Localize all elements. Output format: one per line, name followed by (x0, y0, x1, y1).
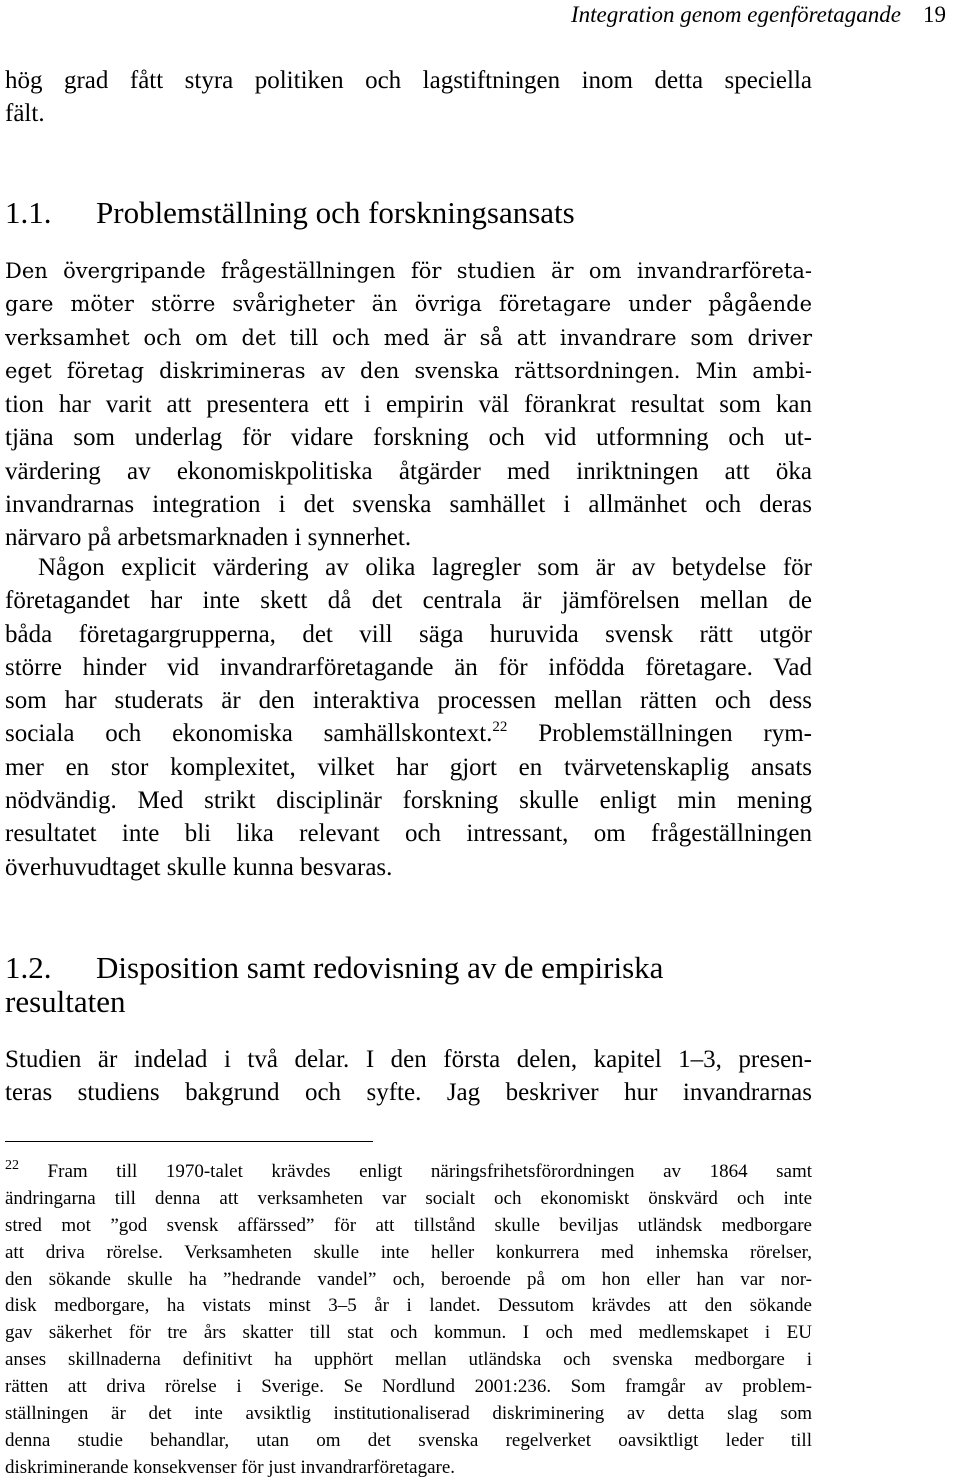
text-line-with-footnote-ref (5, 717, 812, 750)
text-segment: Fram till 1970-talet krävdes enligt näringsfrihetsförordningen av 1864 samt (47, 1161, 812, 1182)
text-line: invandrarnas integration i det svenska samhället i allmänhet och deras (5, 490, 812, 518)
text-segment: Problemställningen rym- (507, 720, 812, 748)
footnote-line: ändringarna till denna att verksamheten var socialt och ekonomiskt önskvärd och inte (5, 1187, 812, 1209)
text-line: båda företagargrupperna, det vill säga huruvida svensk rätt utgör (5, 620, 812, 648)
footnote-line: anses skillnaderna definitivt ha upphört mellan utländska och svenska medborgare i (5, 1349, 812, 1371)
footnote-line: gav säkerhet för tre års skatter till stat och kommun. I och med medlemskapet i EU (5, 1322, 812, 1344)
paragraph-1 (5, 255, 812, 388)
text-line: överhuvudtaget skulle kunna besvaras. (5, 853, 393, 881)
text-segment: sociala och ekonomiska samhällskontext. (5, 720, 493, 748)
text-line: företagandet har inte skett då det centrala är jämförelsen mellan de (5, 587, 812, 615)
text-line: tjäna som underlag för vidare forskning och vid utformning och ut- (5, 424, 812, 452)
text-line: som har studerats är den interaktiva processen mellan rätten och dess (5, 687, 812, 715)
paragraph-1-continued (5, 388, 812, 554)
section-number: 1.1. (5, 195, 52, 230)
text-line: eget företag diskrimineras av den svenska rättsordningen. Min ambi- (5, 358, 812, 383)
text-line: resultatet inte bli lika relevant och intressant, om frågeställningen (5, 820, 812, 848)
footnote-reference[interactable]: 22 (492, 719, 508, 736)
footnote-line: stred mot ”god svensk affärssed” för att tillstånd skulle beviljas utländsk medborgare (5, 1214, 812, 1236)
text-line: mer en stor komplexitet, vilket har gjort en tvärvetenskaplig ansats (5, 753, 812, 781)
paragraph-3 (5, 1043, 812, 1110)
footnote-line: rätten att driva rörelse i Sverige. Se Nordlund 2001:236. Som framgår av problem- (5, 1376, 812, 1398)
footnote-number: 22 (5, 1158, 19, 1173)
page-number: 19 (923, 2, 946, 27)
footnote-separator (5, 1141, 373, 1142)
section-number: 1.2. (5, 950, 52, 985)
text-line: tion har varit att presentera ett i empirin väl förankrat resultat som kan (5, 391, 812, 418)
text-line: Studien är indelad i två delar. I den första delen, kapitel 1–3, presen- (5, 1046, 812, 1073)
text-line: fält. (5, 100, 45, 128)
text-line: nödvändig. Med strikt disciplinär forskning skulle enligt min mening (5, 787, 812, 815)
paragraph-2 (5, 551, 812, 884)
text-line: värdering av ekonomiskpolitiska åtgärder med inriktningen att öka (5, 457, 812, 485)
text-line: Någon explicit värdering av olika lagregler som är av betydelse för (38, 554, 812, 581)
footnote-line: ställningen är det inte avsiktlig institutionaliserad diskriminering av detta slag som (5, 1403, 812, 1425)
text-line: Den övergripande frågeställningen för studien är om invandrarföreta- (5, 259, 812, 283)
text-line: närvaro på arbetsmarknaden i synnerhet. (5, 524, 412, 552)
text-line: gare möter större svårigheter än övriga företagare under pågående (5, 292, 812, 317)
section-heading-1-2 (5, 951, 663, 1019)
text-line: större hinder vid invandrarföretagande än för infödda företagare. Vad (5, 653, 812, 681)
section-title: Disposition samt redovisning av de empiriska (96, 950, 664, 985)
footnote-line: diskriminerande konsekvenser för just invandrarföretagare. (5, 1456, 456, 1478)
footnote-line: disk medborgare, ha vistats minst 3–5 år i landet. Dessutom krävdes att den sökande (5, 1295, 812, 1317)
intro-paragraph (5, 64, 812, 131)
footnote-22 (5, 1159, 812, 1482)
text-line: teras studiens bakgrund och syfte. Jag beskriver hur invandrarnas (5, 1079, 812, 1107)
footnote-first-line (5, 1159, 812, 1186)
section-heading-1-1 (5, 196, 575, 230)
text-line: hög grad fått styra politiken och lagstiftningen inom detta speciella (5, 67, 812, 94)
section-title: Problemställning och forskningsansats (96, 195, 575, 230)
footnote-line: den sökande skulle ha ”hedrande vandel” och, beroende på om hon eller han var nor- (5, 1268, 812, 1290)
footnote-line: att driva rörelse. Verksamheten skulle inte heller konkurrera med inhemska rörelser, (5, 1241, 812, 1263)
running-head (571, 0, 946, 30)
footnote-line: denna studie behandlar, utan om det svenska regelverket oavsiktligt leder till (5, 1429, 812, 1451)
running-head-title: Integration genom egenföretagande (570, 2, 901, 27)
text-line: verksamhet och om det till och med är så att invandrare som driver (5, 325, 812, 350)
section-title-continued: resultaten (5, 984, 126, 1019)
